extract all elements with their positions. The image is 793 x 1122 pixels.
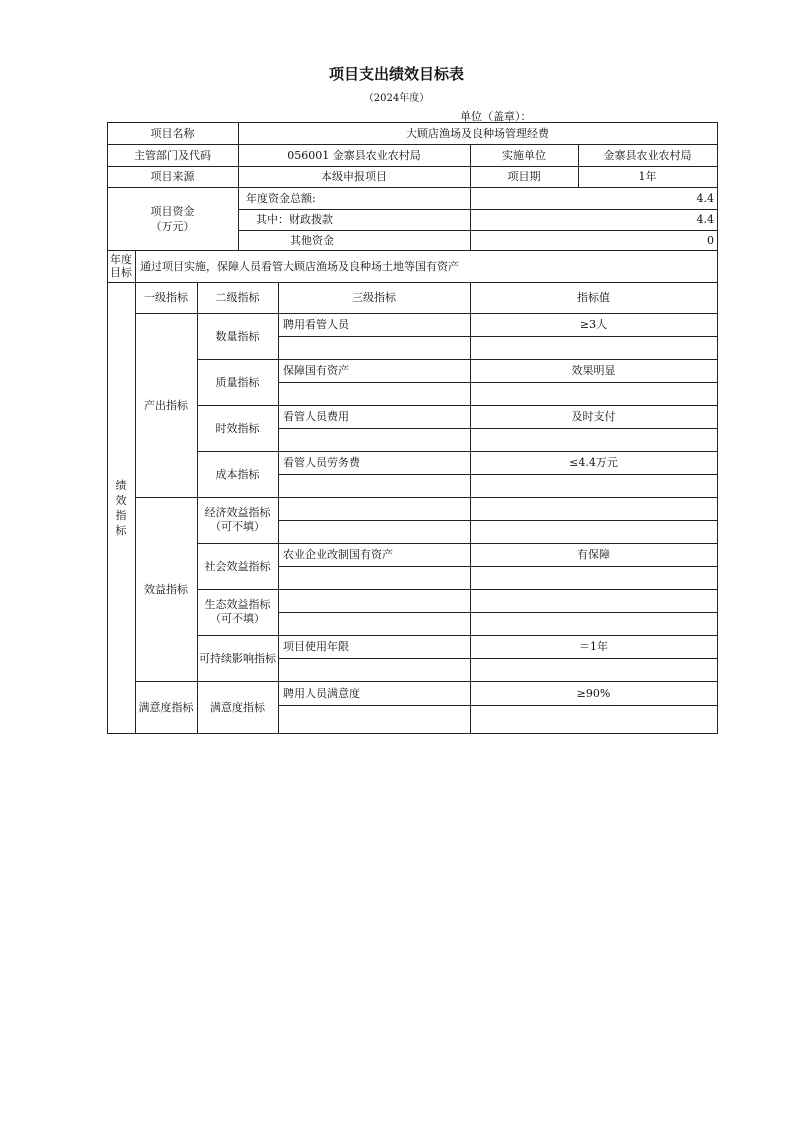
output-indicator: 产出指标	[144, 398, 188, 412]
side-char: 绩	[115, 478, 127, 492]
header-level3: 三级指标	[352, 291, 396, 304]
total-funds-value: 4.4	[696, 191, 714, 205]
satisfaction-level2: 满意度指标	[210, 700, 265, 714]
other-funds-label: 其他资金	[290, 233, 334, 247]
satisfaction-value: ≥90%	[576, 686, 611, 700]
satisfaction-item: 聘用人员满意度	[283, 686, 360, 700]
goal-label-line2: 目标	[110, 266, 132, 279]
ecological-line1: 生态效益指标	[204, 598, 271, 611]
project-name-label: 项目名称	[150, 126, 195, 140]
economic-indicator	[197, 497, 278, 543]
fiscal-funds-label: 其中：财政拨款	[256, 213, 333, 226]
other-funds-value: 0	[707, 233, 714, 247]
timeliness-indicator: 时效指标	[215, 421, 260, 435]
total-funds-label: 年度资金总额:	[246, 191, 316, 205]
quantity-indicator: 数量指标	[215, 329, 260, 343]
side-char: 效	[115, 493, 127, 507]
period-label: 项目期	[507, 170, 541, 183]
year-label: （2024年度）	[363, 93, 430, 104]
goal-text: 通过项目实施，保障人员看管大顾店渔场及良种场土地等国有资产	[140, 259, 459, 273]
satisfaction-level1: 满意度指标	[138, 700, 194, 714]
header-level2: 二级指标	[215, 291, 260, 304]
funds-label-line1: 项目资金	[150, 204, 195, 218]
impl-unit-value: 金寨县农业农村局	[603, 148, 692, 162]
quality-value: 效果明显	[571, 364, 616, 377]
cost-item: 看管人员劳务费	[283, 456, 360, 469]
economic-line2: （可不填）	[210, 520, 265, 533]
sustain-value: ＝1年	[579, 640, 608, 653]
dept-value: 056001 金寨县农业农村局	[287, 148, 421, 162]
source-value: 本级申报项目	[321, 170, 387, 183]
source-label: 项目来源	[150, 170, 195, 183]
header-value: 指标值	[577, 291, 610, 304]
economic-line1: 经济效益指标	[204, 506, 271, 519]
quality-indicator: 质量指标	[215, 375, 260, 389]
side-char: 标	[115, 523, 127, 537]
ecological-line2: （可不填）	[210, 612, 265, 625]
quantity-value: ≥3人	[579, 318, 608, 331]
impl-unit-label: 实施单位	[502, 148, 546, 162]
goal-label	[107, 250, 135, 282]
social-item: 农业企业改制国有资产	[283, 548, 393, 561]
ecological-indicator	[197, 589, 278, 635]
time-value: 及时支付	[571, 410, 616, 423]
funds-label	[107, 187, 238, 250]
dept-label: 主管部门及代码	[134, 148, 211, 162]
page-title: 项目支出绩效目标表	[328, 65, 464, 83]
performance-side-label	[107, 282, 135, 733]
cost-indicator: 成本指标	[215, 467, 260, 481]
project-name-value: 大顾店渔场及良种场管理经费	[406, 126, 549, 140]
side-char: 指	[115, 508, 127, 522]
period-value: 1年	[638, 170, 657, 183]
unit-stamp-label: 单位（盖章）：	[460, 110, 532, 123]
funds-label-line2: （万元）	[150, 219, 195, 233]
sustain-item: 项目使用年限	[283, 640, 349, 653]
fiscal-funds-value: 4.4	[696, 213, 714, 226]
goal-label-line1: 年度	[110, 253, 132, 266]
sustain-indicator: 可持续影响指标	[199, 651, 276, 665]
social-indicator: 社会效益指标	[204, 559, 271, 573]
benefit-indicator: 效益指标	[144, 582, 188, 596]
cost-value: ≤4.4万元	[569, 456, 618, 469]
social-value: 有保障	[577, 548, 610, 561]
header-level1: 一级指标	[144, 291, 188, 304]
quality-item: 保障国有资产	[283, 364, 349, 377]
quantity-item: 聘用看管人员	[283, 318, 349, 331]
time-item: 看管人员费用	[283, 410, 349, 423]
